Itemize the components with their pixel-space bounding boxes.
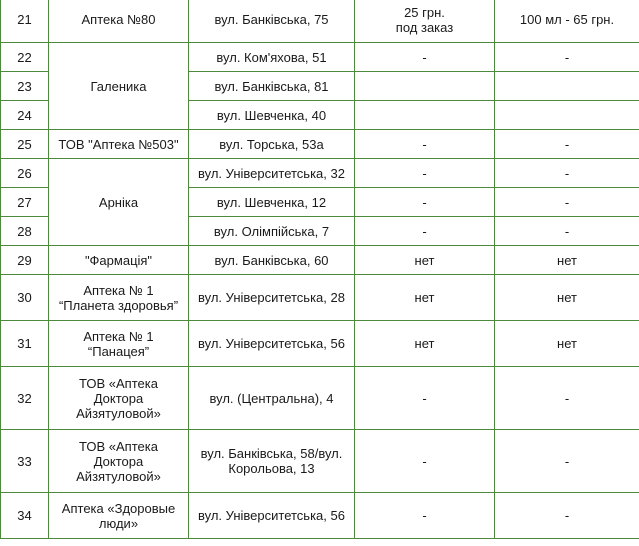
row-number: 21	[1, 0, 49, 43]
price-cell: нет	[355, 246, 495, 275]
pharmacy-address: вул. Банківська, 60	[189, 246, 355, 275]
pharmacy-name: Арніка	[49, 159, 189, 246]
pharmacy-address: вул. Університетська, 56	[189, 321, 355, 367]
price-volume-cell: -	[495, 43, 639, 72]
price-volume-cell: 100 мл - 65 грн.	[495, 0, 639, 43]
row-number: 30	[1, 275, 49, 321]
price-volume-cell: -	[495, 367, 639, 430]
price-volume-cell: нет	[495, 246, 639, 275]
pharmacy-address: вул. Торська, 53а	[189, 130, 355, 159]
row-number: 32	[1, 367, 49, 430]
pharmacy-address: вул. Університетська, 32	[189, 159, 355, 188]
price-cell: -	[355, 188, 495, 217]
row-number: 31	[1, 321, 49, 367]
pharmacy-name: ТОВ «Аптека Доктора Айзятуловой»	[49, 367, 189, 430]
row-number: 23	[1, 72, 49, 101]
table-row	[1, 159, 639, 188]
pharmacy-address: вул. Університетська, 28	[189, 275, 355, 321]
price-cell	[355, 72, 495, 101]
price-volume-cell: нет	[495, 275, 639, 321]
pharmacy-address: вул. Ком'яхова, 51	[189, 43, 355, 72]
price-cell: -	[355, 217, 495, 246]
table-row	[1, 321, 639, 367]
pharmacy-address: вул. Шевченка, 12	[189, 188, 355, 217]
table-row	[1, 367, 639, 430]
row-number: 34	[1, 493, 49, 539]
pharmacy-address: вул. Банківська, 58/вул. Корольова, 13	[189, 430, 355, 493]
row-number: 25	[1, 130, 49, 159]
pharmacy-name: Аптека №80	[49, 0, 189, 43]
price-cell: -	[355, 130, 495, 159]
table-row	[1, 246, 639, 275]
pharmacy-name: Аптека «Здоровые люди»	[49, 493, 189, 539]
price-volume-cell	[495, 101, 639, 130]
price-cell: -	[355, 367, 495, 430]
price-cell: нет	[355, 275, 495, 321]
price-volume-cell: -	[495, 159, 639, 188]
table-row	[1, 43, 639, 72]
price-volume-cell: -	[495, 188, 639, 217]
price-cell	[355, 101, 495, 130]
pharmacy-name: ТОВ «Аптека Доктора Айзятуловой»	[49, 430, 189, 493]
pharmacy-address: вул. Олімпійська, 7	[189, 217, 355, 246]
pharmacy-address: вул. Банківська, 81	[189, 72, 355, 101]
table-row	[1, 493, 639, 539]
row-number: 33	[1, 430, 49, 493]
price-volume-cell: -	[495, 217, 639, 246]
pharmacy-address: вул. Шевченка, 40	[189, 101, 355, 130]
pharmacy-name: ТОВ "Аптека №503"	[49, 130, 189, 159]
row-number: 28	[1, 217, 49, 246]
table-row	[1, 130, 639, 159]
table-row	[1, 275, 639, 321]
pharmacy-name: "Фармація"	[49, 246, 189, 275]
row-number: 22	[1, 43, 49, 72]
row-number: 27	[1, 188, 49, 217]
price-volume-cell: нет	[495, 321, 639, 367]
price-cell: -	[355, 493, 495, 539]
table-row	[1, 430, 639, 493]
price-cell: нет	[355, 321, 495, 367]
row-number: 26	[1, 159, 49, 188]
price-volume-cell: -	[495, 130, 639, 159]
pharmacy-address: вул. Університетська, 56	[189, 493, 355, 539]
pharmacy-name: Аптека № 1 “Панацея”	[49, 321, 189, 367]
price-volume-cell: -	[495, 493, 639, 539]
row-number: 24	[1, 101, 49, 130]
price-volume-cell	[495, 72, 639, 101]
pharmacy-address: вул. Банківська, 75	[189, 0, 355, 43]
price-cell: 25 грн. под заказ	[355, 0, 495, 43]
pharmacy-address: вул. (Центральна), 4	[189, 367, 355, 430]
price-cell: -	[355, 430, 495, 493]
pharmacy-name: Галеника	[49, 43, 189, 130]
price-cell: -	[355, 159, 495, 188]
price-cell: -	[355, 43, 495, 72]
price-volume-cell: -	[495, 430, 639, 493]
row-number: 29	[1, 246, 49, 275]
table-row	[1, 0, 639, 43]
pharmacy-name: Аптека № 1 “Планета здоровья”	[49, 275, 189, 321]
